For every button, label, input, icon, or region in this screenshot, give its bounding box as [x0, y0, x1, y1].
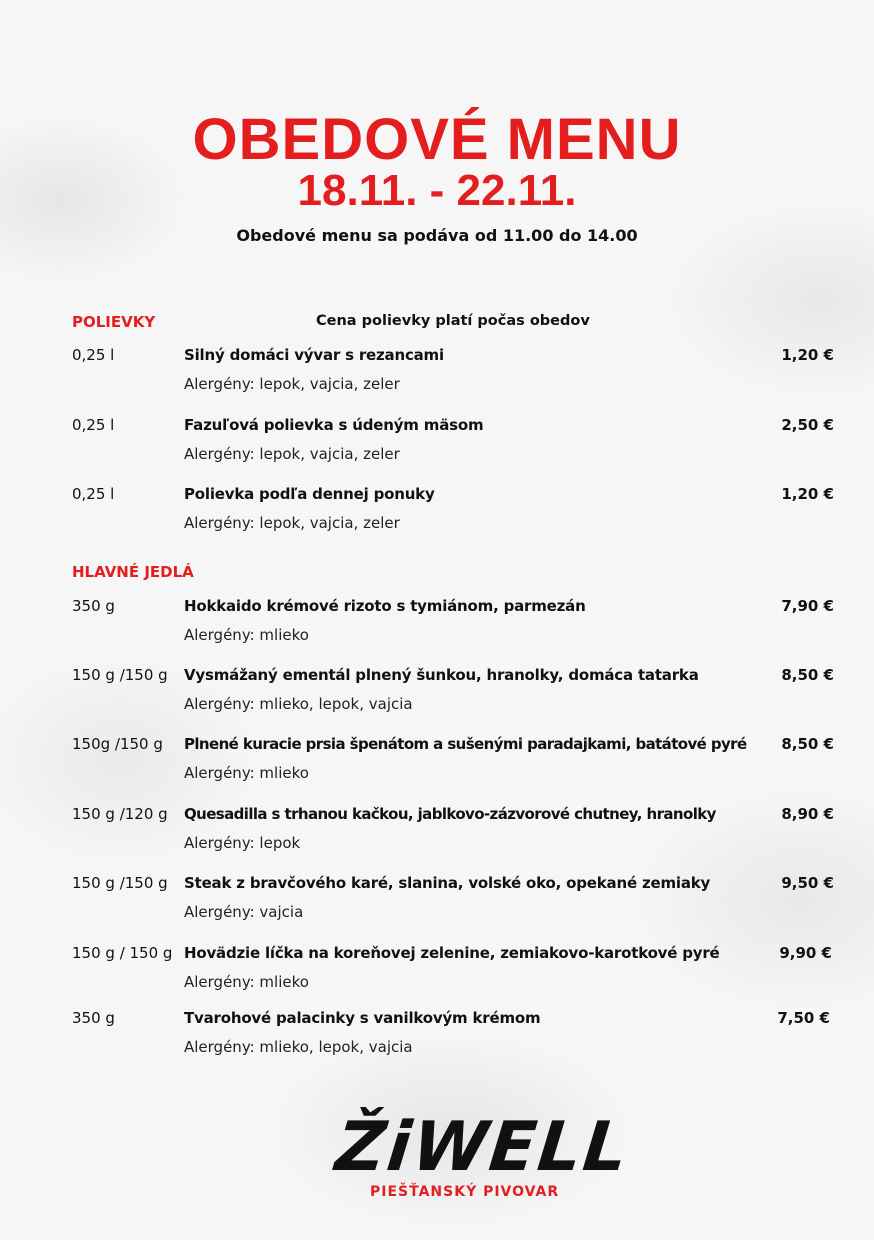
item-price: 7,90 €	[781, 597, 834, 615]
logo-wordmark: ŽiWELL	[331, 1108, 633, 1187]
item-portion: 150 g /150 g	[72, 666, 168, 684]
item-portion: 150 g / 150 g	[72, 944, 173, 962]
mains-section-title: HLAVNÉ JEDLÁ	[72, 563, 194, 581]
item-portion: 0,25 l	[72, 485, 115, 503]
serving-hours: Obedové menu sa podáva od 11.00 do 14.00	[236, 226, 638, 245]
item-price: 1,20 €	[781, 346, 834, 364]
soups-section-title: POLIEVKY	[72, 313, 156, 331]
ziwell-logo	[330, 1108, 633, 1218]
item-price: 8,50 €	[781, 735, 834, 753]
main-item	[0, 597, 874, 651]
item-portion: 0,25 l	[72, 416, 115, 434]
item-name: Fazuľová polievka s údeným mäsom	[184, 416, 484, 434]
item-price: 7,50 €	[777, 1009, 830, 1027]
item-portion: 150g /150 g	[72, 735, 163, 753]
item-name: Vysmážaný ementál plnený šunkou, hranolky, domáca tatarka	[184, 666, 699, 684]
item-name: Silný domáci vývar s rezancami	[184, 346, 444, 364]
item-price: 1,20 €	[781, 485, 834, 503]
item-allergens: Alergény: vajcia	[184, 903, 304, 921]
main-item	[0, 666, 874, 720]
soups-price-note: Cena polievky platí počas obedov	[316, 313, 590, 329]
item-portion: 350 g	[72, 597, 115, 615]
item-price: 9,90 €	[779, 944, 832, 962]
item-name: Tvarohové palacinky s vanilkovým krémom	[184, 1009, 541, 1027]
logo-subtitle: PIEŠŤANSKÝ PIVOVAR	[370, 1184, 560, 1200]
menu-title: OBEDOVÉ MENU	[192, 107, 682, 172]
main-item	[0, 1009, 874, 1063]
item-portion: 150 g /150 g	[72, 874, 168, 892]
item-name: Polievka podľa dennej ponuky	[184, 485, 435, 503]
item-allergens: Alergény: mlieko	[184, 764, 309, 782]
soup-item	[0, 485, 874, 539]
item-name: Quesadilla s trhanou kačkou, jablkovo-zázvorové chutney, hranolky	[184, 805, 716, 823]
soup-item	[0, 346, 874, 400]
item-name: Plnené kuracie prsia špenátom a sušenými paradajkami, batátové pyré	[184, 735, 747, 753]
item-portion: 150 g /120 g	[72, 805, 168, 823]
main-item	[0, 874, 874, 928]
item-allergens: Alergény: mlieko, lepok, vajcia	[184, 1038, 413, 1056]
main-item	[0, 735, 874, 789]
main-item	[0, 805, 874, 859]
item-allergens: Alergény: lepok, vajcia, zeler	[184, 375, 400, 393]
item-name: Hovädzie líčka na koreňovej zelenine, zemiakovo-karotkové pyré	[184, 944, 720, 962]
item-allergens: Alergény: lepok, vajcia, zeler	[184, 514, 400, 532]
item-allergens: Alergény: lepok, vajcia, zeler	[184, 445, 400, 463]
main-item	[0, 944, 874, 998]
item-allergens: Alergény: mlieko	[184, 626, 309, 644]
soup-item	[0, 416, 874, 470]
menu-dates: 18.11. - 22.11.	[297, 166, 577, 215]
item-price: 9,50 €	[781, 874, 834, 892]
item-price: 8,90 €	[781, 805, 834, 823]
item-allergens: Alergény: mlieko	[184, 973, 309, 991]
item-price: 8,50 €	[781, 666, 834, 684]
item-allergens: Alergény: mlieko, lepok, vajcia	[184, 695, 413, 713]
item-portion: 0,25 l	[72, 346, 115, 364]
item-name: Steak z bravčového karé, slanina, volské oko, opekané zemiaky	[184, 874, 711, 892]
item-portion: 350 g	[72, 1009, 115, 1027]
item-name: Hokkaido krémové rizoto s tymiánom, parmezán	[184, 597, 586, 615]
item-price: 2,50 €	[781, 416, 834, 434]
item-allergens: Alergény: lepok	[184, 834, 301, 852]
